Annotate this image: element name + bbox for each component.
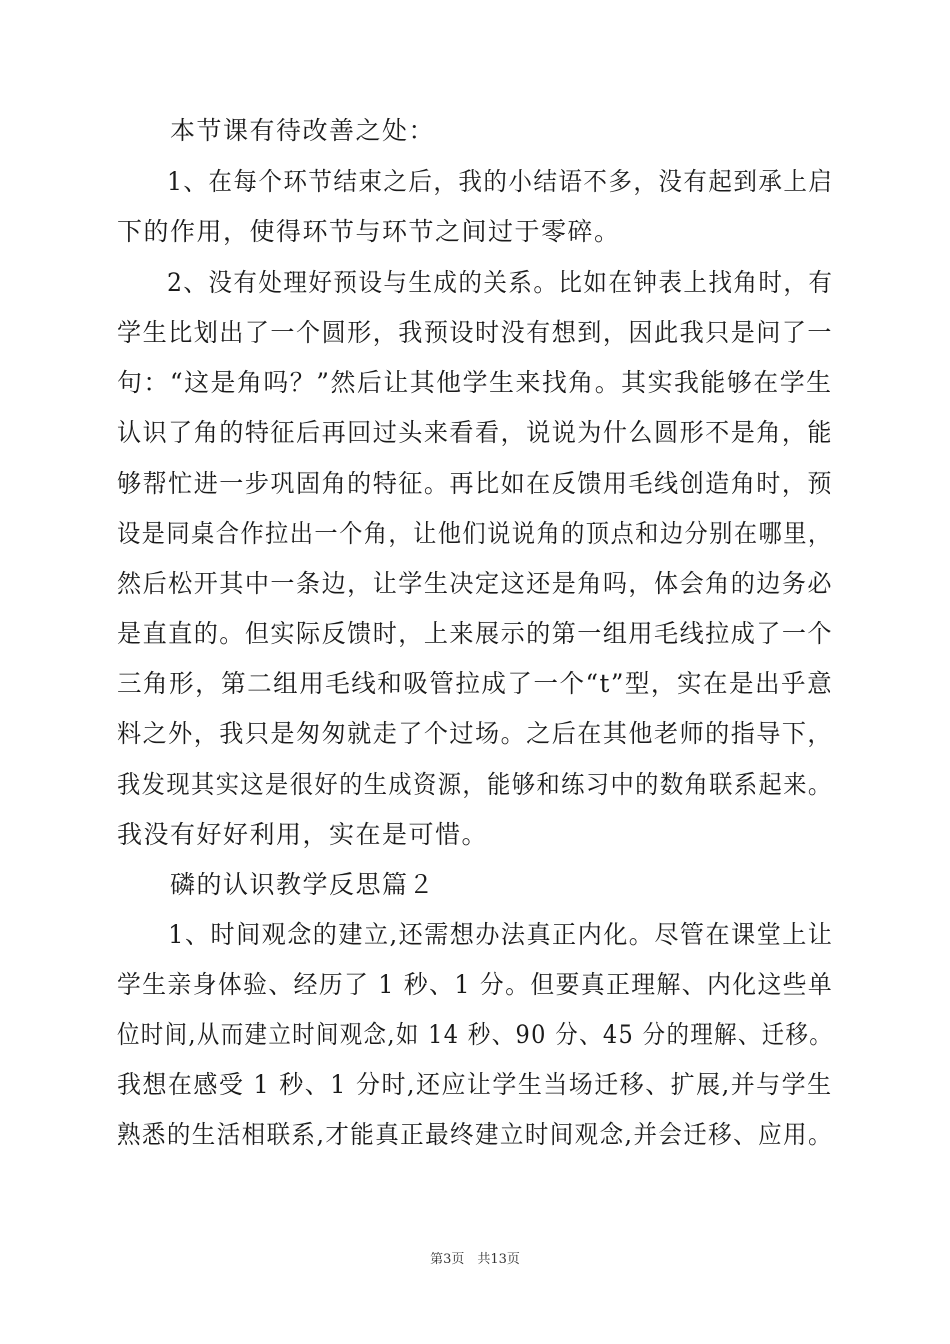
text-line: 我想在感受 1 秒、1 分时,还应让学生当场迁移、扩展,并与学生 [117, 1070, 833, 1099]
text-line: 三角形，第二组用毛线和吸管拉成了一个“t”型，实在是出乎意 [117, 669, 834, 698]
text-line: 我没有好好利用，实在是可惜。 [117, 820, 489, 849]
text-line: 位时间,从而建立时间观念,如 14 秒、90 分、45 分的理解、迁移。 [117, 1020, 834, 1049]
text-line: 料之外，我只是匆匆就走了个过场。之后在其他老师的指导下， [117, 719, 834, 748]
text-line: 2、没有处理好预设与生成的关系。比如在钟表上找角时，有 [117, 268, 834, 297]
text-line: 够帮忙进一步巩固角的特征。再比如在反馈用毛线创造角时，预 [117, 469, 834, 498]
text-line: 学生亲身体验、经历了 1 秒、1 分。但要真正理解、内化这些单 [117, 970, 834, 999]
text-line: 学生比划出了一个圆形，我预设时没有想到，因此我只是问了一 [117, 318, 834, 347]
text-line: 1、时间观念的建立,还需想办法真正内化。尽管在课堂上让 [117, 920, 834, 949]
text-line: 熟悉的生活相联系,才能真正最终建立时间观念,并会迁移、应用。 [117, 1120, 833, 1149]
text-line: 1、在每个环节结束之后，我的小结语不多，没有起到承上启 [117, 167, 834, 196]
text-line: 然后松开其中一条边，让学生决定这还是角吗，体会角的边务必 [117, 569, 834, 598]
page-footer: 第3页 共13页 [430, 1252, 520, 1267]
text-line: 本节课有待改善之处： [117, 116, 436, 145]
text-line: 我发现其实这是很好的生成资源，能够和练习中的数角联系起来。 [117, 770, 833, 799]
text-line: 认识了角的特征后再回过头来看看，说说为什么圆形不是角，能 [117, 418, 834, 447]
section-heading: 磷的认识教学反思篇２ [117, 870, 436, 899]
text-line: 是直直的。但实际反馈时，上来展示的第一组用毛线拉成了一个 [117, 619, 834, 648]
text-line: 句：“这是角吗？”然后让其他学生来找角。其实我能够在学生 [117, 368, 833, 397]
text-line: 下的作用，使得环节与环节之间过于零碎。 [117, 217, 621, 246]
text-line: 设是同桌合作拉出一个角，让他们说说角的顶点和边分别在哪里， [117, 519, 833, 548]
